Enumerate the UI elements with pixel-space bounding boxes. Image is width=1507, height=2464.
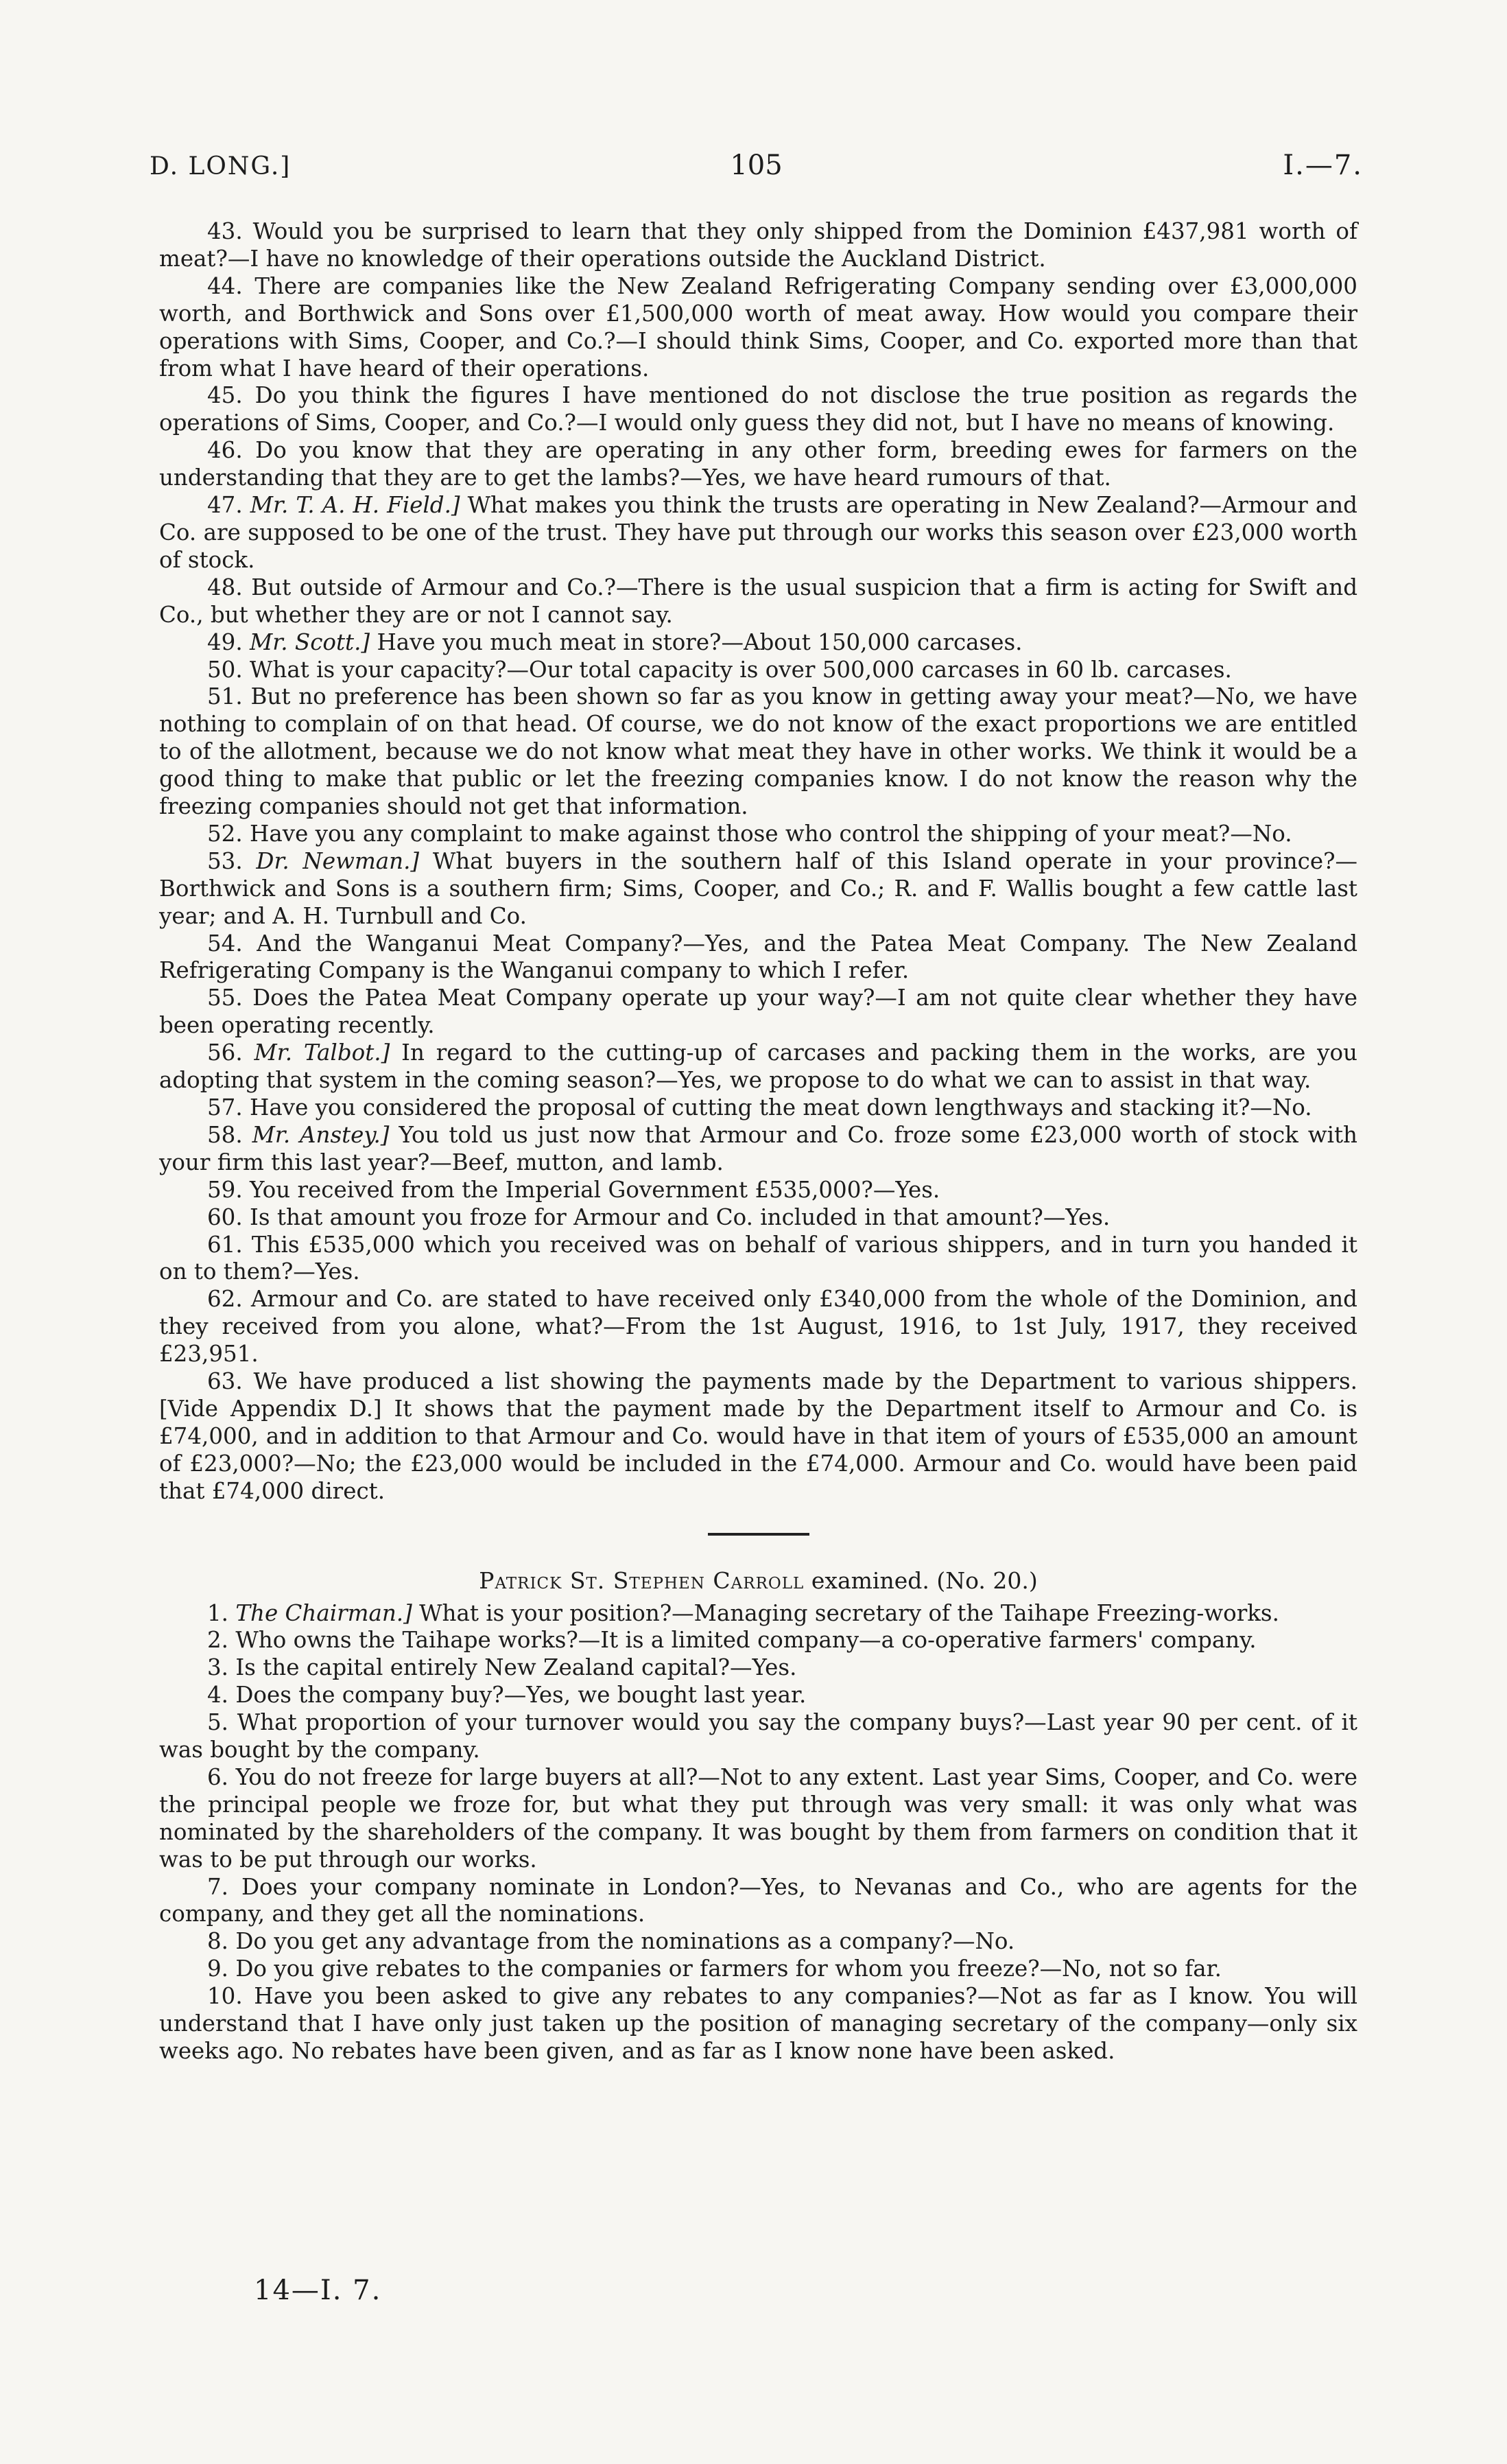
question-number: 48.: [207, 574, 243, 600]
question-number: 57.: [207, 1094, 243, 1120]
witness-heading-rest: examined. (No. 20.): [811, 1567, 1038, 1594]
speaker-name: Mr. T. A. H. Field.]: [250, 492, 460, 519]
question-number: 7.: [207, 1873, 229, 1900]
question-number: 2.: [207, 1627, 229, 1654]
question-paragraph: [159, 1177, 1357, 1204]
page-number: 105: [730, 150, 783, 181]
question-paragraph: [159, 1983, 1357, 2065]
question-number: 56.: [207, 1040, 243, 1066]
question-paragraph: [159, 821, 1357, 848]
question-text: Who owns the Taihape works?—It is a limited company—a co-operative farmers' company.: [235, 1627, 1257, 1654]
question-paragraph: [159, 1368, 1357, 1505]
question-number: 58.: [207, 1121, 243, 1148]
question-paragraph: [159, 1040, 1357, 1094]
question-number: 44.: [207, 272, 243, 299]
question-paragraph: [159, 273, 1357, 383]
question-text: There are companies like the New Zealand Refrigerating Company sending over £3,000,000 worth, and Borthwick and Sons over £1,500,000 worth of meat away. How would you compare their operations with Sims, Cooper, and Co.?—I should think Sims, Cooper, and Co. exported more than that from what I have heard of their operations.: [159, 272, 1357, 382]
question-paragraph: [159, 657, 1357, 684]
question-text: Is the capital entirely New Zealand capital?—Yes.: [235, 1654, 797, 1681]
witness-running-head: D. LONG.]: [150, 152, 292, 180]
question-text: Would you be surprised to learn that they only shipped from the Dominion £437,981 worth of meat?—I have no knowledge of their operations outside the Auckland District.: [159, 218, 1357, 272]
question-text: Have you considered the proposal of cutting the meat down lengthways and stacking it?—No.: [250, 1094, 1312, 1120]
question-text: What is your capacity?—Our total capacity is over 500,000 carcases in 60 lb. carcases.: [250, 656, 1232, 683]
speaker-name: Mr. Scott.]: [250, 629, 370, 655]
question-number: 6.: [207, 1763, 229, 1790]
question-number: 45.: [207, 382, 243, 409]
question-number: 10.: [207, 1983, 243, 2010]
question-paragraph: [159, 930, 1357, 985]
signature-mark: 14—I. 7.: [254, 2275, 382, 2306]
question-text: We have produced a list showing the payments made by the Department to various shippers. [Vide Appendix D.] It shows that the payment made by the Department itself to Armour and Co. is £74,000, and in addition to that Armour and Co. would have in that item of yours of £535,000 an amount of £23,000?—No; the £23,000 would be included in the £74,000. Armour and Co. would have been paid that £74,000 direct.: [159, 1368, 1357, 1504]
question-number: 53.: [207, 847, 243, 874]
question-text: Does the Patea Meat Company operate up your way?—I am not quite clear whether they have been operating recently.: [159, 985, 1357, 1039]
question-paragraph: [159, 1654, 1357, 1682]
question-number: 61.: [207, 1231, 243, 1258]
question-text: Do you give rebates to the companies or farmers for whom you freeze?—No, not so far.: [235, 1956, 1222, 1982]
evidence-body: [159, 218, 1357, 2065]
question-number: 5.: [207, 1709, 229, 1736]
question-number: 63.: [207, 1368, 243, 1395]
question-text: But no preference has been shown so far as you know in getting away your meat?—No, we have nothing to complain of on that head. Of course, we do not know of the exact proportions we are entitled to of the allotment, because we do not know what meat they have in other works. We think it would be a good thing to make that public or let the freezing companies know. I do not know the reason why the freezing companies should not get that information.: [159, 683, 1357, 820]
question-text: Have you any complaint to make against those who control the shipping of your meat?—No.: [250, 820, 1292, 847]
question-paragraph: [159, 1094, 1357, 1122]
question-text: What makes you think the trusts are operating in New Zealand?—Armour and Co. are supposed to be one of the trust. They have put through our works this season over £23,000 worth of stock.: [159, 492, 1357, 573]
question-number: 3.: [207, 1654, 229, 1681]
question-number: 4.: [207, 1682, 229, 1709]
question-text: What is your position?—Managing secretary of the Taihape Freezing-works.: [419, 1599, 1279, 1626]
question-paragraph: [159, 1627, 1357, 1654]
question-number: 46.: [207, 437, 243, 464]
question-text: And the Wanganui Meat Company?—Yes, and the Patea Meat Company. The New Zealand Refrigerating Company is the Wanganui company to which I refer.: [159, 930, 1357, 984]
question-number: 49.: [207, 629, 243, 655]
question-text: In regard to the cutting-up of carcases and packing them in the works, are you adopting that system in the coming season?—Yes, we propose to do what we can to assist in that way.: [159, 1040, 1357, 1094]
question-paragraph: [159, 1956, 1357, 1983]
question-number: 8.: [207, 1928, 229, 1955]
question-paragraph: [159, 1122, 1357, 1177]
question-paragraph: [159, 1232, 1357, 1287]
question-text: Does your company nominate in London?—Yes, to Nevanas and Co., who are agents for the company, and they get all the nominations.: [159, 1873, 1357, 1927]
speaker-name: Dr. Newman.]: [256, 847, 420, 874]
question-number: 50.: [207, 656, 243, 683]
question-text: What proportion of your turnover would you say the company buys?—Last year 90 per cent. of it was bought by the company.: [159, 1709, 1357, 1763]
section-divider: [708, 1533, 809, 1536]
question-paragraph: [159, 1928, 1357, 1956]
evidence-section-carroll: [159, 1600, 1357, 2065]
speaker-name: The Chairman.]: [235, 1599, 412, 1626]
question-text: You do not freeze for large buyers at all?—Not to any extent. Last year Sims, Cooper, and Co. were the principal people we froze for, but what they put through was very small: it was only what was nominated by the shareholders of the company. It was bought by them from farmers on condition that it was to be put through our works.: [159, 1763, 1357, 1873]
question-paragraph: [159, 629, 1357, 657]
question-number: 52.: [207, 820, 243, 847]
question-text: Do you think the figures I have mentioned do not disclose the true position as regards the operations of Sims, Cooper, and Co.?—I would only guess they did not, but I have no means of knowing.: [159, 382, 1357, 436]
question-number: 59.: [207, 1176, 243, 1203]
question-number: 54.: [207, 930, 243, 957]
question-number: 62.: [207, 1286, 243, 1313]
question-number: 55.: [207, 985, 243, 1011]
question-text: But outside of Armour and Co.?—There is the usual suspicion that a firm is acting for Swift and Co., but whether they are or not I cannot say.: [159, 574, 1357, 628]
question-paragraph: [159, 1682, 1357, 1709]
question-text: What buyers in the southern half of this Island operate in your province?—Borthwick and Sons is a southern firm; Sims, Cooper, and Co.; R. and F. Wallis bought a few cattle last year; and A. H. Turnbull and Co.: [159, 847, 1357, 929]
question-text: Does the company buy?—Yes, we bought last year.: [235, 1682, 807, 1709]
question-number: 9.: [207, 1956, 229, 1982]
question-paragraph: [159, 1600, 1357, 1628]
question-text: Have you much meat in store?—About 150,000 carcases.: [377, 629, 1023, 655]
question-number: 1.: [207, 1599, 229, 1626]
question-text: Is that amount you froze for Armour and Co. included in that amount?—Yes.: [250, 1204, 1111, 1230]
question-number: 60.: [207, 1204, 243, 1230]
running-head: [150, 152, 1363, 193]
question-number: 47.: [207, 492, 243, 519]
question-paragraph: [159, 1874, 1357, 1929]
question-paragraph: [159, 985, 1357, 1040]
evidence-section-long: [159, 218, 1357, 1505]
question-paragraph: [159, 1204, 1357, 1232]
question-text: Do you get any advantage from the nominations as a company?—No.: [235, 1928, 1015, 1955]
question-text: You received from the Imperial Government £535,000?—Yes.: [250, 1176, 940, 1203]
question-text: Do you know that they are operating in any other form, breeding ewes for farmers on the understanding that they are to get the lambs?—Yes, we have heard rumours of that.: [159, 437, 1357, 491]
question-paragraph: [159, 492, 1357, 574]
question-text: You told us just now that Armour and Co. froze some £23,000 worth of stock with your firm this last year?—Beef, mutton, and lamb.: [159, 1121, 1357, 1175]
question-number: 51.: [207, 683, 243, 710]
paper-reference: I.—7.: [1283, 150, 1363, 181]
question-paragraph: [159, 683, 1357, 821]
speaker-name: Mr. Talbot.]: [254, 1040, 390, 1066]
question-paragraph: [159, 382, 1357, 437]
question-paragraph: [159, 1764, 1357, 1874]
question-paragraph: [159, 218, 1357, 273]
question-number: 43.: [207, 218, 243, 244]
question-text: Armour and Co. are stated to have received only £340,000 from the whole of the Dominion, and they received from you alone, what?—From the 1st August, 1916, to 1st July, 1917, they received £23,951.: [159, 1286, 1357, 1368]
question-text: Have you been asked to give any rebates to any companies?—Not as far as I know. You will understand that I have only just taken up the position of managing secretary of the company—only six weeks ago. No rebates have been given, and as far as I know none have been asked.: [159, 1983, 1357, 2064]
question-paragraph: [159, 1286, 1357, 1368]
question-paragraph: [159, 437, 1357, 492]
witness-name: Patrick St. Stephen Carroll: [479, 1567, 805, 1594]
speaker-name: Mr. Anstey.]: [252, 1121, 390, 1148]
question-paragraph: [159, 848, 1357, 930]
question-paragraph: [159, 1709, 1357, 1764]
witness-heading: [159, 1567, 1357, 1595]
question-text: This £535,000 which you received was on behalf of various shippers, and in turn you handed it on to them?—Yes.: [159, 1231, 1357, 1285]
question-paragraph: [159, 574, 1357, 629]
